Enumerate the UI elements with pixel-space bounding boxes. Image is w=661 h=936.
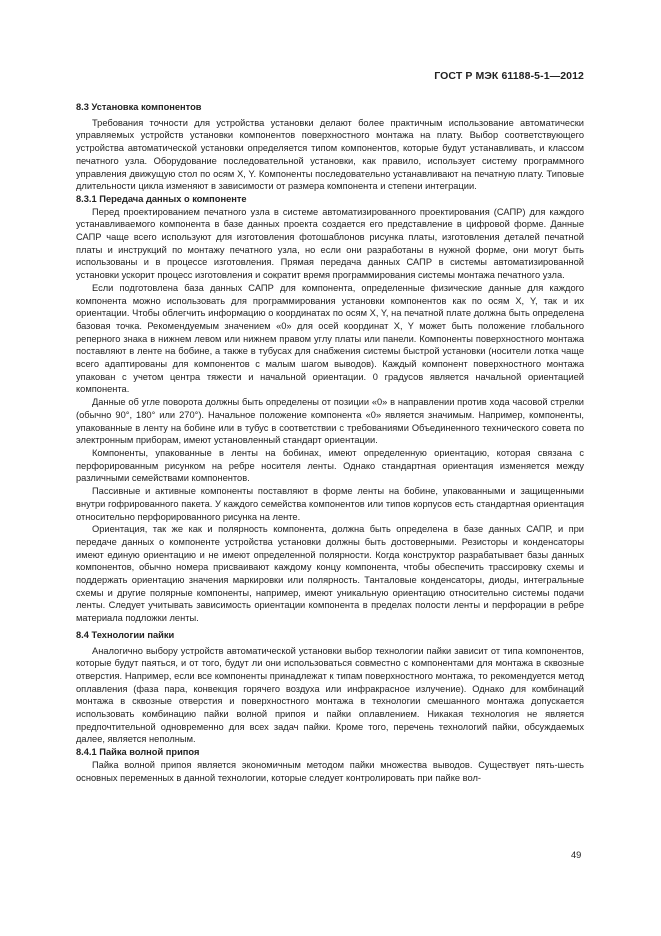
- paragraph: Перед проектированием печатного узла в системе автоматизированного проектирования (САПР) для каждого устанавливаемого компонента в базе данных проекта создается его представление в цифровой форме. Данные САПР чаще всего используют для изготовления фотошаблонов рисунка платы, изготовления деталей печатной платы и инструкций по монтажу печатного узла, но если они разработаны в нужной форме, они могут быть использованы и в процессе изготовления. Прямая передача данных САПР в системы автоматизированной установки ускорит процесс изготовления и сократит время программирования системы монтажа печатного узла.: [76, 206, 584, 281]
- subsection-heading-8-3-1: 8.3.1 Передача данных о компоненте: [76, 193, 247, 204]
- document-body: [76, 97, 584, 784]
- subsection-heading-8-4-1: 8.4.1 Пайка волной припоя: [76, 747, 200, 758]
- section-heading-8-4: 8.4 Технологии пайки: [76, 629, 175, 640]
- paragraph: Данные об угле поворота должны быть определены от позиции «0» в направлении против хода часовой стрелки (обычно 90°, 180° или 270°). Начальное положение компонента «0» является значимым. Например, компоненты, упакованные в ленту на бобине или в тубус в соответствии с требованиями Объединенного технического совета по электронным приборам, имеют установленный стандарт ориентации.: [76, 397, 584, 446]
- paragraph: Аналогично выбору устройств автоматической установки выбор технологии пайки зависит от типа компонентов, которые будут паяться, и от того, будут ли они использоваться совместно с компонентами для монтажа в сквозные отверстия. Например, если все компоненты принадлежат к типам поверхностного монтажа, то рекомендуется метод оплавления (фаза пара, конвекция горячего воздуха или инфракрасное излучение). Однако для комбинаций монтажа в сквозные отверстия и поверхностного монтажа в технологии смешанного монтажа допускается использовать комбинацию пайки волной припоя и пайки оплавлением. Никакая технология не является предпочтительной одновременно для всех задач пайки. Кроме того, перечень технологий пайки, обсуждаемых далее, является неполным.: [76, 645, 584, 745]
- paragraph: Пассивные и активные компоненты поставляют в форме ленты на бобине, упакованными и защищенными внутри гофрированного пакета. У каждого семейства компонентов или типов корпусов есть стандартная ориентация относительно перфорированного рисунка на ленте.: [76, 486, 584, 522]
- paragraph: Если подготовлена база данных САПР для компонента, определенные физические данные для каждого компонента можно использовать для программирования установки компонентов как по осям X, Y, так и их ориентации. Чтобы облегчить информацию о координатах по осям X, Y, на печатной плате должна быть определена базовая точка. Рекомендуемым значением «0» для осей координат X, Y может быть положение глобального реперного знака в нижнем левом или нижнем правом углу платы или панели. Компоненты поверхностного монтажа поставляют в ленте на бобине, а также в тубусах для снабжения системы быстрой установки (носители лотка чаще всего адаптированы для компонентов с малым шагом выводов). Каждый компонент поверхностного монтажа упакован с учетом центра тяжести и начальной ориентации. 0 градусов является начальной ориентацией компонента.: [76, 282, 584, 395]
- section-heading-8-3: 8.3 Установка компонентов: [76, 102, 202, 112]
- document-header: ГОСТ Р МЭК 61188-5-1—2012: [434, 70, 584, 82]
- paragraph: Ориентация, так же как и полярность компонента, должна быть определена в базе данных САПР, и при передаче данных о компоненте устройства установки должны быть достоверными. Резисторы и конденсаторы имеют единую ориентацию и не имеют определенной полярности. Когда конструктор разрабатывает базы данных компонентов, обычно номера присваивают каждому концу компонента, чтобы обеспечить трассировку схемы и поддержать ориентацию значения маркировки или полярность. Танталовые конденсаторы, диоды, интегральные схемы и другие полярные компоненты, например, имеют уникальную ориентацию относительно системы подачи ленты. Следует учитывать зависимость ориентации компонента в пределах полости ленты и перфорации в ребре материала подложки ленты.: [76, 524, 584, 624]
- paragraph: Требования точности для устройства установки делают более практичным использование автоматически управляемых устройств установки компонентов поверхностного монтажа на плату. Выбор соответствующего устройства автоматической установки определяется типом компонентов, которые будут устанавливать, и классом печатного узла. Оборудование последовательной установки, как правило, использует систему программного управления движущую стол по осям X, Y. Компоненты последовательно устанавливают на печатную плату. Типовые длительности цикла изменяют в зависимости от размера компонента и степени интеграции.: [76, 117, 584, 192]
- paragraph: Компоненты, упакованные в ленты на бобинах, имеют определенную ориентацию, которая связана с перфорированным рисунком на ребре носителя ленты. Однако стандартная ориентация изменяется между различными семействами компонентов.: [76, 447, 584, 484]
- paragraph: Пайка волной припоя является экономичным методом пайки множества выводов. Существует пять-шесть основных переменных в данной технологии, которые следует контролировать при пайке вол-: [76, 759, 584, 783]
- page-number: 49: [571, 850, 582, 860]
